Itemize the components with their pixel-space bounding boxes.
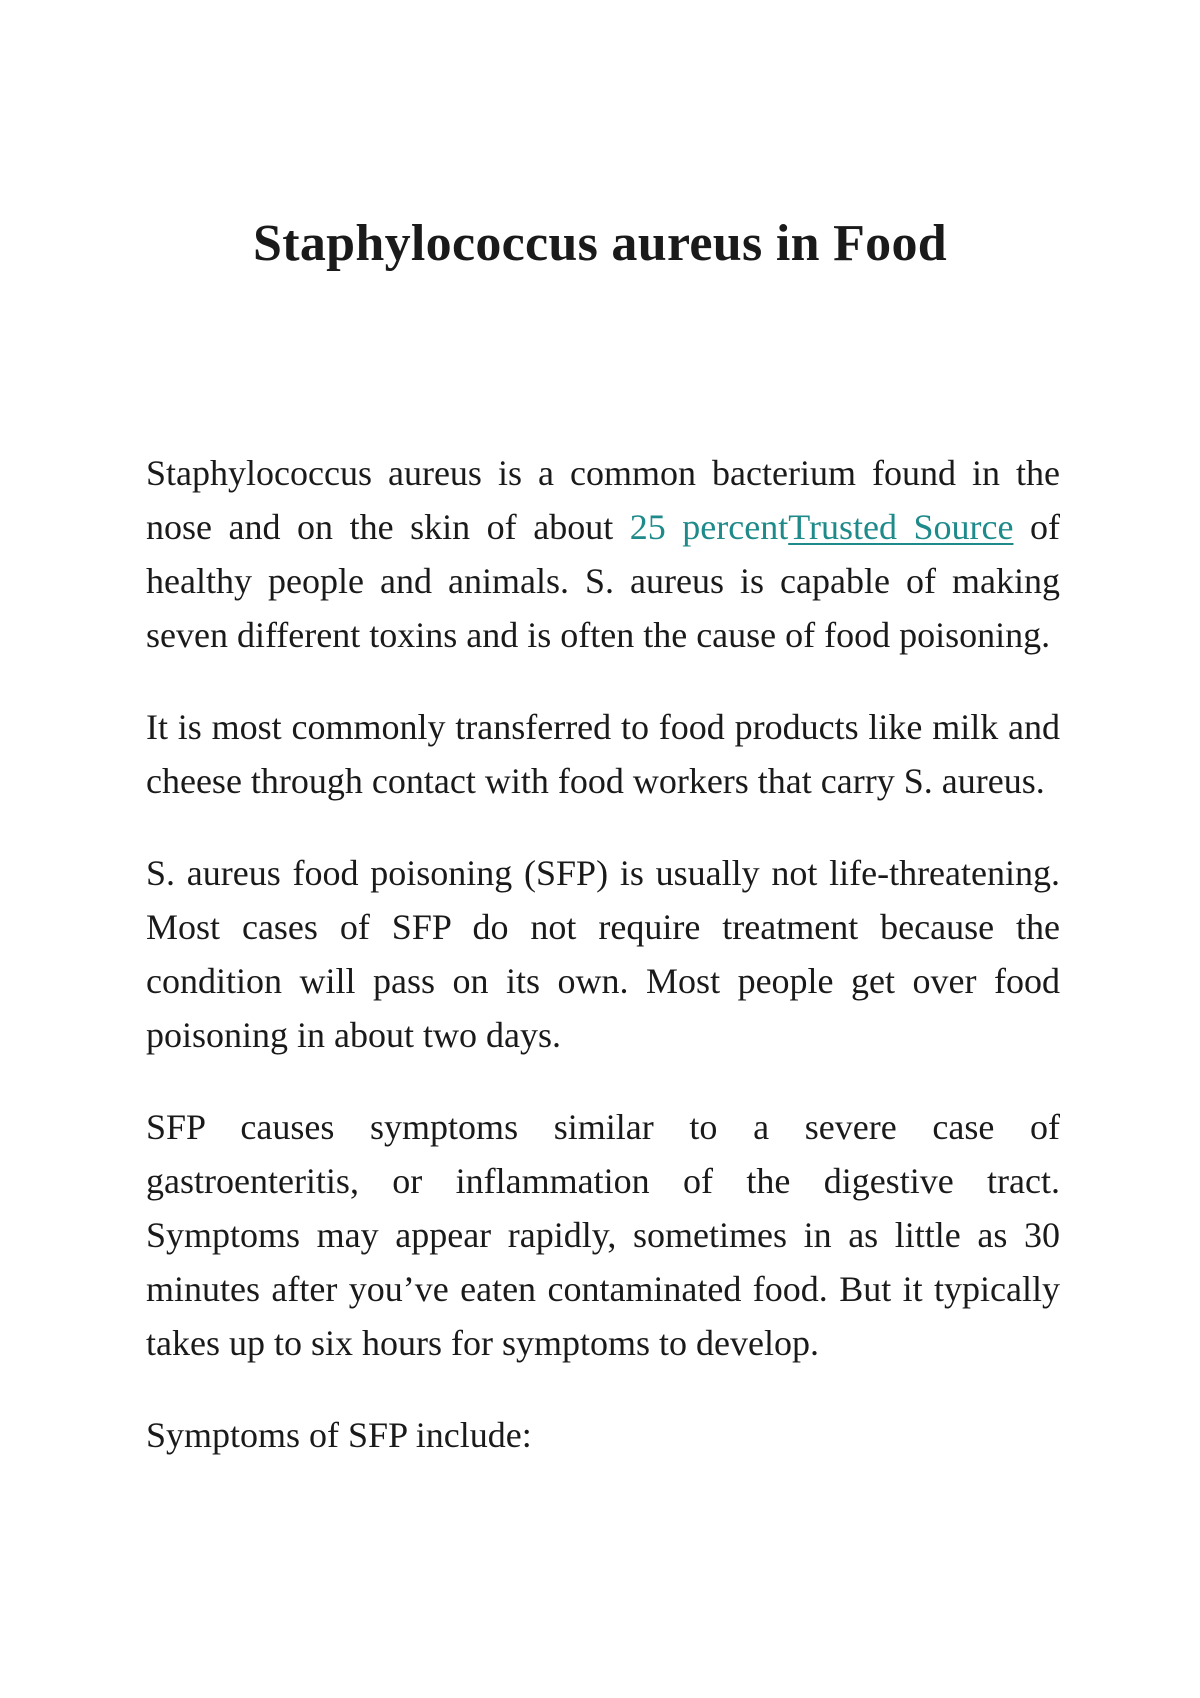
link-25-percent[interactable]: 25 percent — [629, 507, 789, 547]
paragraph-sfp-severity: S. aureus food poisoning (SFP) is usually not life-threatening. Most cases of SFP do not require treatment because the condition will pass on its own. Most people get over food poisoning in about two days. — [146, 853, 1060, 1055]
paragraph-sfp-symptoms-onset: SFP causes symptoms similar to a severe case of gastroenteritis, or inflammation of the digestive tract. Symptoms may appear rapidly, sometimes in as little as 30 minutes after you’ve eaten contaminated food. But it typically takes up to six hours for symptoms to develop. — [146, 1107, 1060, 1363]
paragraph-symptoms-heading: Symptoms of SFP include: — [146, 1415, 532, 1455]
page-title: Staphylococcus aureus in Food — [253, 215, 947, 272]
link-trusted-source[interactable]: Trusted Source — [788, 507, 1014, 547]
paragraph-intro-text-after: of healthy people and animals. S. aureus is capable of making seven different toxins and is often the cause of food poisoning. — [146, 507, 1060, 655]
article-body — [146, 446, 1060, 1500]
paragraph-intro — [146, 446, 1060, 662]
paragraph-transmission: It is most commonly transferred to food products like milk and cheese through contact with food workers that carry S. aureus. — [146, 707, 1060, 801]
paragraph-intro-text-before: Staphylococcus aureus is a common bacterium found in the nose and on the skin of about — [146, 453, 1060, 547]
